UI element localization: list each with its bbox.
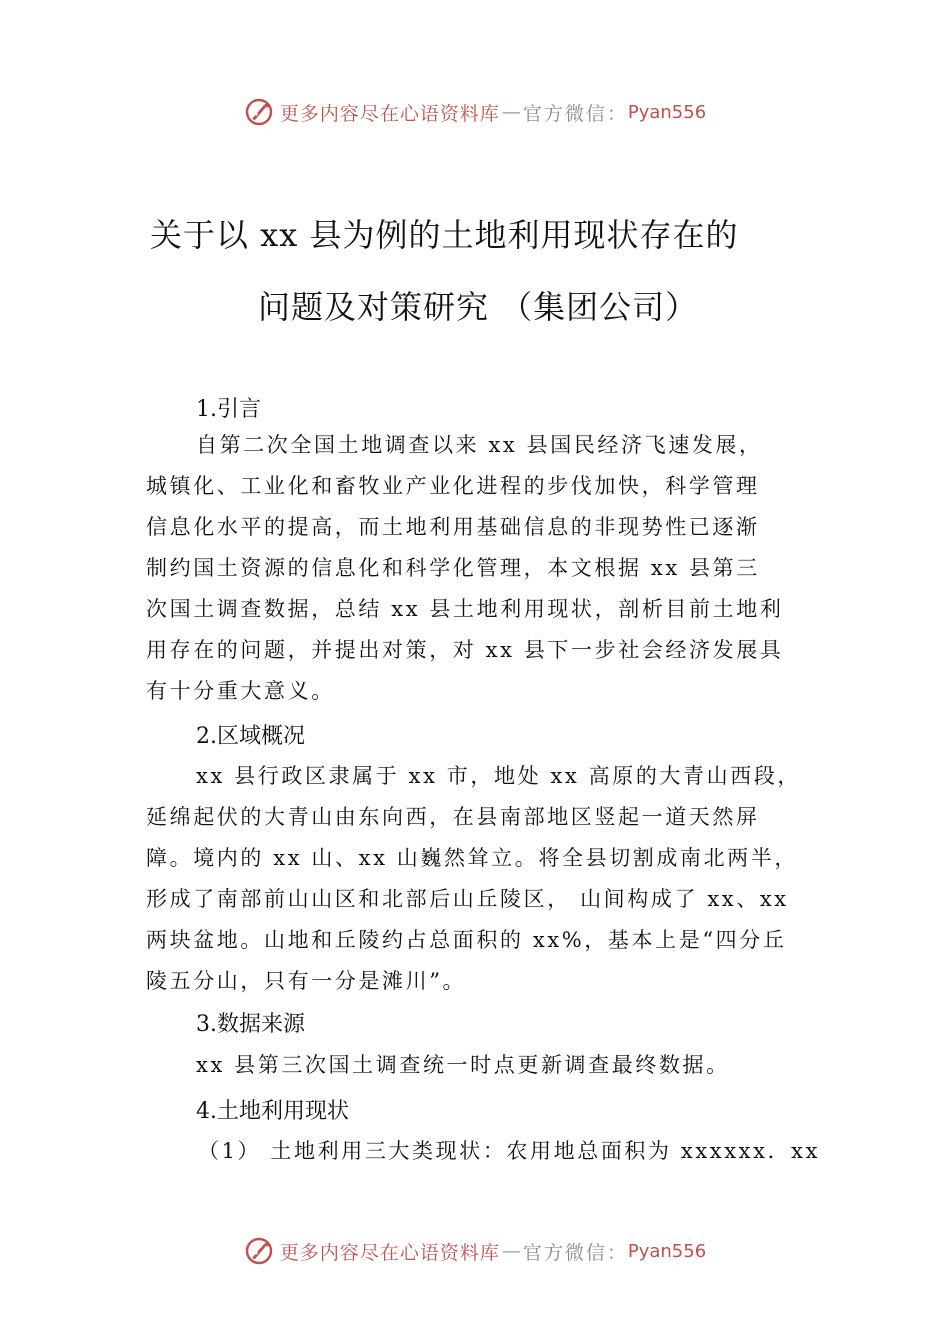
paragraph-line: 次国土调查数据，总结 xx 县土地利用现状，剖析目前土地利 xyxy=(146,597,784,621)
watermark-text: 更多内容尽在心语资料库 xyxy=(279,1241,500,1264)
paragraph-line: xx 县第三次国土调查统一时点更新调查最终数据。 xyxy=(196,1053,730,1077)
section-2-number: 2. xyxy=(196,724,217,749)
header-watermark xyxy=(0,97,950,127)
paragraph-line: 城镇化、工业化和畜牧业产业化进程的步伐加快，科学管理 xyxy=(146,474,760,498)
quill-logo-icon xyxy=(244,1236,274,1266)
section-2-paragraph xyxy=(146,756,826,1002)
section-3-number: 3. xyxy=(196,1012,217,1037)
section-4-heading xyxy=(196,1094,349,1125)
watermark-wechat-id: Pyan556 xyxy=(627,1240,707,1262)
paragraph-line: （1） 土地利用三大类现状：农用地总面积为 xxxxxx．xx xyxy=(198,1139,821,1163)
document-title-line-2: 问题及对策研究 （集团公司） xyxy=(258,288,699,326)
paragraph-line: 形成了南部前山山区和北部后山丘陵区， 山间构成了 xx、xx xyxy=(146,887,789,911)
section-2-heading xyxy=(196,719,305,750)
paragraph-line: xx 县行政区隶属于 xx 市，地处 xx 高原的大青山西段， xyxy=(196,764,802,788)
paragraph-line: 延绵起伏的大青山由东向西，在县南部地区竖起一道天然屏 xyxy=(146,805,760,829)
section-4-paragraph xyxy=(146,1131,826,1172)
paragraph-line: 信息化水平的提高，而土地利用基础信息的非现势性已逐渐 xyxy=(146,515,760,539)
document-title-line-1: 关于以 xx 县为例的土地利用现状存在的 xyxy=(150,216,739,254)
paragraph-line: 自第二次全国土地调查以来 xx 县国民经济飞速发展， xyxy=(196,433,763,457)
section-1-label: 引言 xyxy=(217,397,262,422)
section-3-paragraph xyxy=(146,1045,826,1086)
paragraph-line: 有十分重大意义。 xyxy=(146,679,335,703)
section-1-heading xyxy=(196,392,261,423)
section-4-label: 土地利用现状 xyxy=(217,1099,350,1124)
watermark-dash: — xyxy=(501,101,521,123)
section-1-number: 1. xyxy=(196,397,217,422)
paragraph-line: 陵五分山，只有一分是滩川”。 xyxy=(146,969,467,993)
footer-watermark xyxy=(0,1236,950,1266)
watermark-text: 更多内容尽在心语资料库 xyxy=(279,102,500,125)
paragraph-line: 两块盆地。山地和丘陵约占总面积的 xx%，基本上是“四分丘 xyxy=(146,928,787,952)
section-3-label: 数据来源 xyxy=(217,1012,306,1037)
quill-logo-icon xyxy=(244,97,274,127)
section-2-label: 区域概况 xyxy=(217,724,306,749)
paragraph-line: 制约国土资源的信息化和科学化管理，本文根据 xx 县第三 xyxy=(146,556,760,580)
watermark-official-label: 官方微信： xyxy=(522,1241,628,1264)
paragraph-line: 用存在的问题，并提出对策，对 xx 县下一步社会经济发展具 xyxy=(146,638,784,662)
section-1-paragraph xyxy=(146,425,826,712)
watermark-dash: — xyxy=(501,1240,521,1262)
section-3-heading xyxy=(196,1007,305,1038)
paragraph-line: 障。境内的 xx 山、xx 山巍然耸立。将全县切割成南北两半， xyxy=(146,846,798,870)
watermark-wechat-id: Pyan556 xyxy=(627,101,707,123)
watermark-official-label: 官方微信： xyxy=(522,102,628,125)
section-4-number: 4. xyxy=(196,1099,217,1124)
